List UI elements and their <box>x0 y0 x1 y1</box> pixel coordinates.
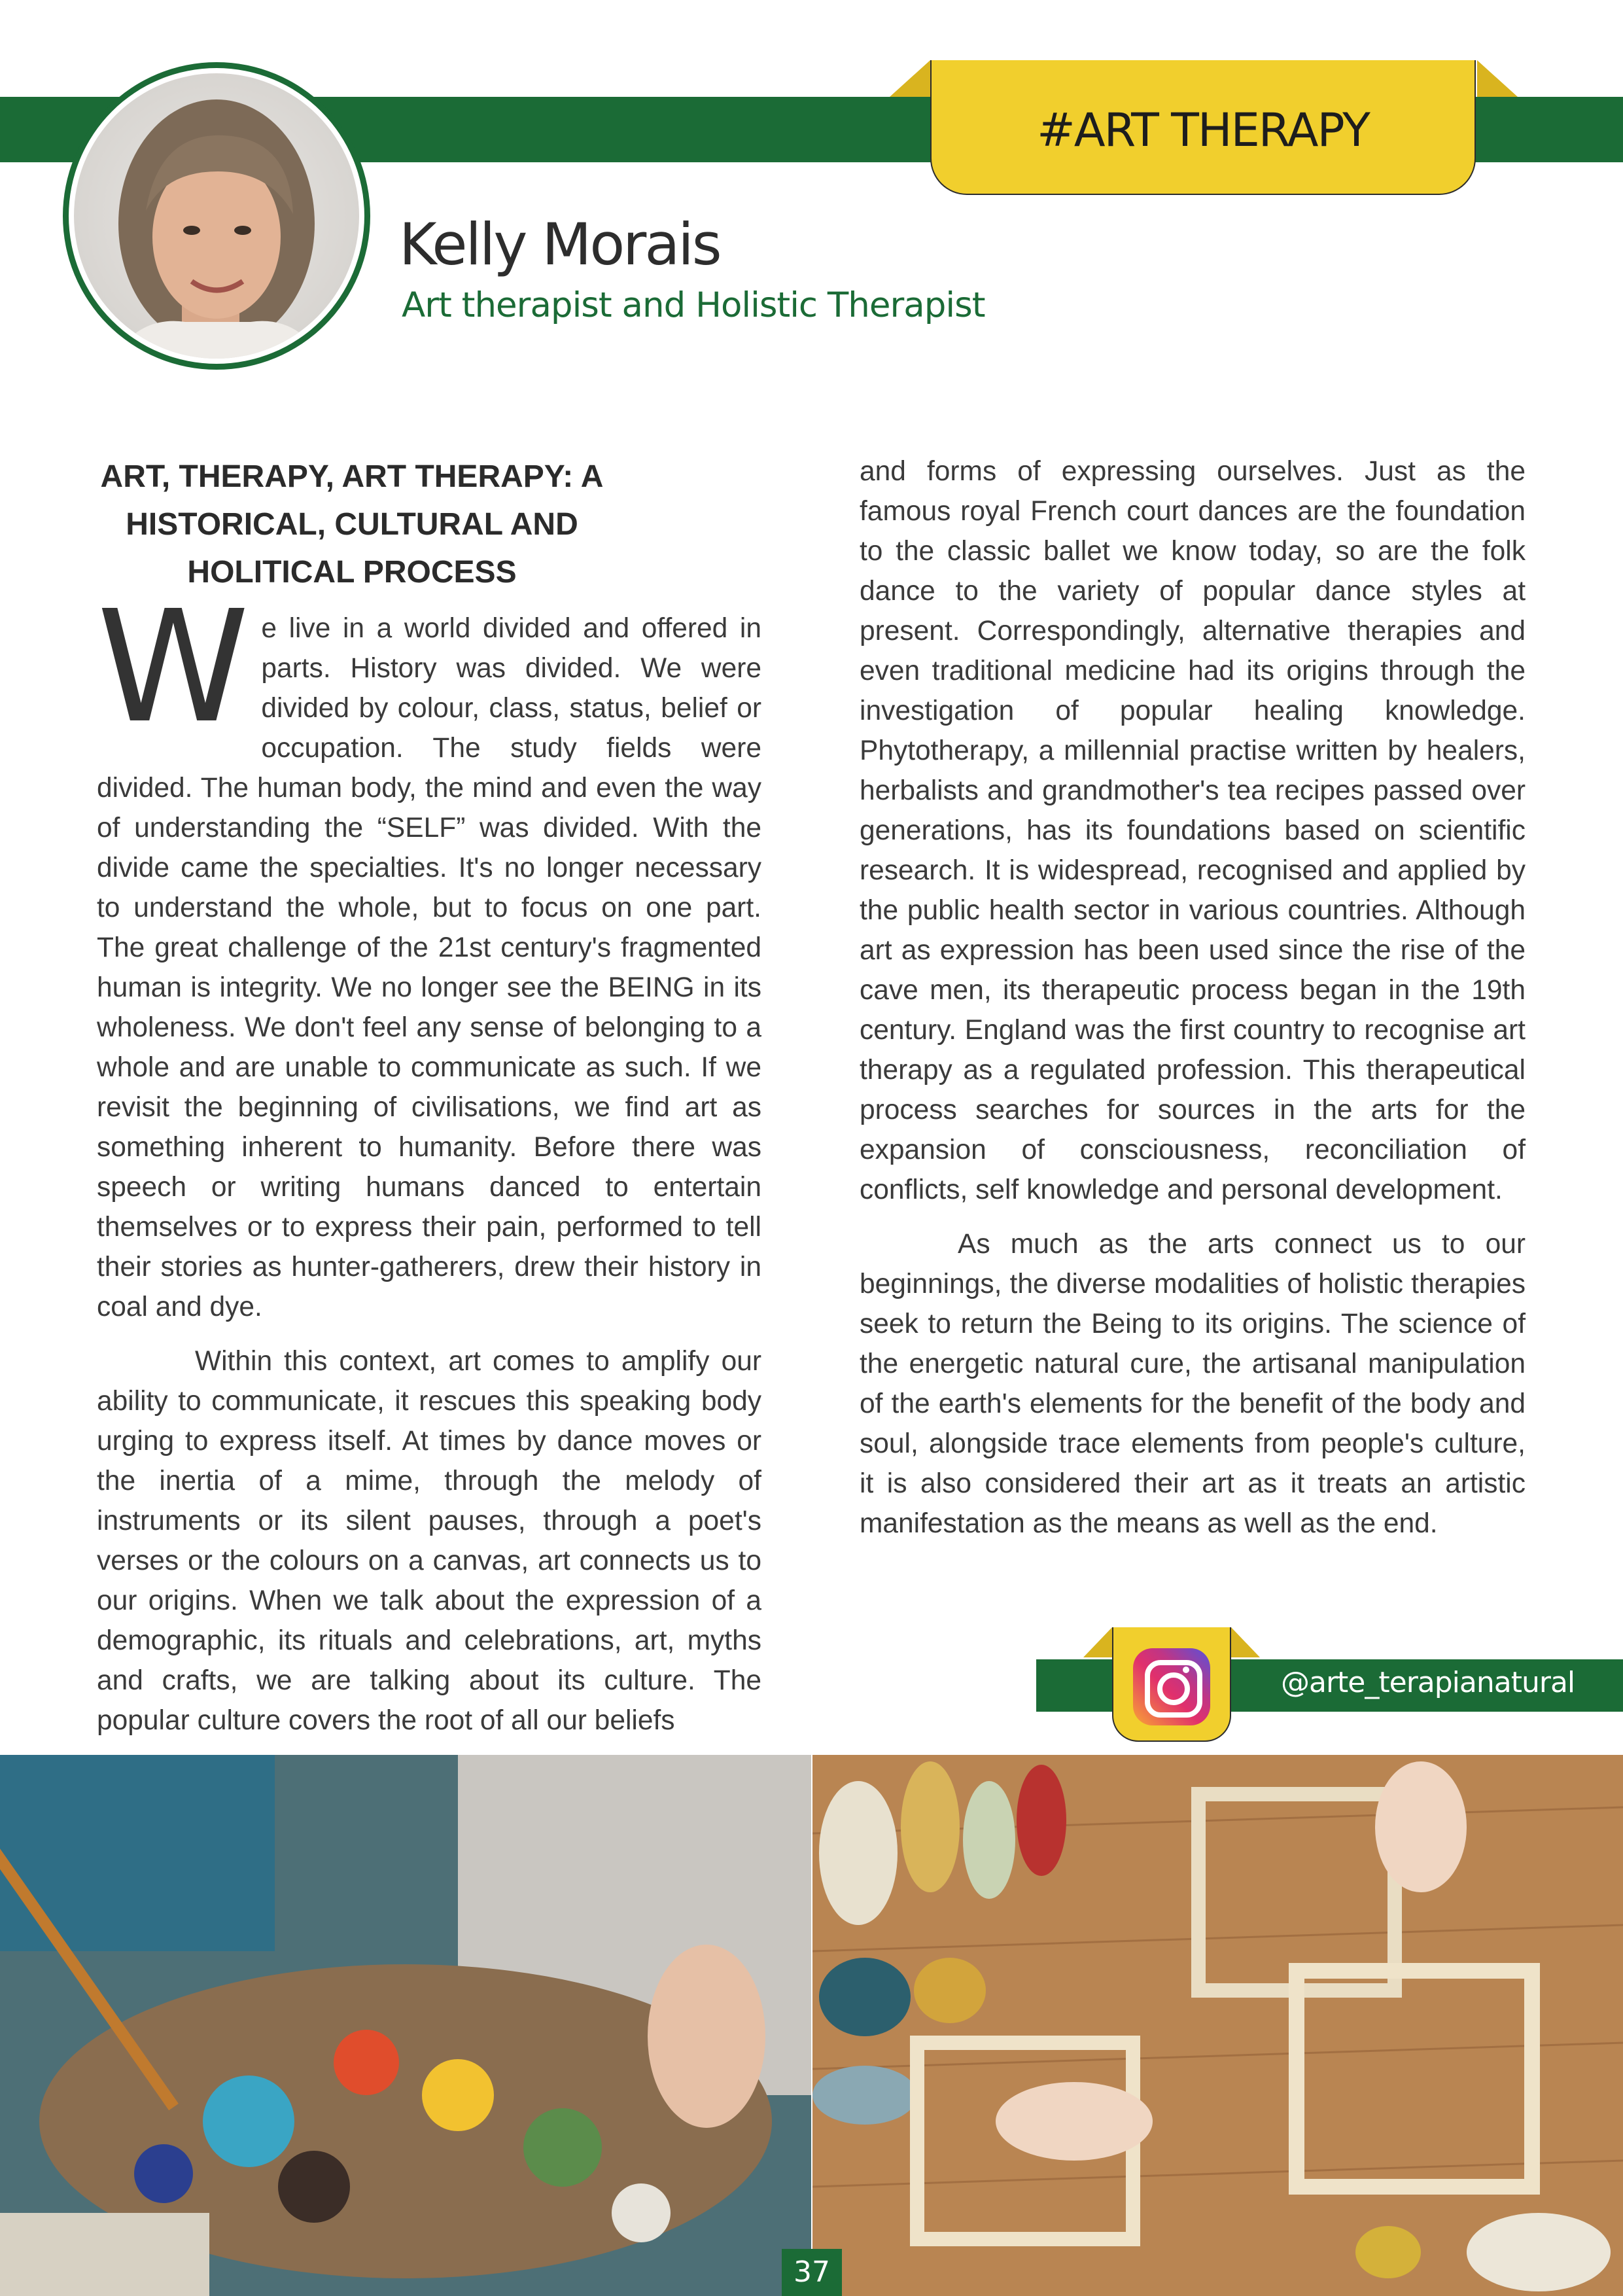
instagram-handle: @arte_terapianatural <box>1281 1666 1575 1699</box>
article-column-left <box>97 577 761 1740</box>
author-photo-illustration <box>74 73 359 359</box>
painting-palette-photo <box>0 1755 811 2296</box>
section-tag <box>890 60 1518 198</box>
section-tag-text: #ART THERAPY <box>1037 103 1369 157</box>
article-title-line: ART, THERAPY, ART THERAPY: A <box>100 459 604 494</box>
article-paragraph: and forms of expressing ourselves. Just as the famous royal French court dances are the foundation to the classic ballet we know today, so are the folk dance to the variety of popular dance styles at present. Correspondingly, alternative therapies and even traditional medicine had its origins through the investigation of popular healing knowledge. Phytotherapy, a millennial practise written by healers, herbalists and grandmother's tea recipes passed over generations, has its foundations based on scientific research. It is widespread, recognised and applied by the public health sector in various countries. Although art as expression has been used since the rise of the cave men, its therapeutic process began in the 19th century. England was the first country to recognise art therapy as a regulated profession. This therapeutical process searches for sources in the arts for the expansion of consciousness, reconciliation of conflicts, self knowledge and personal development. <box>860 456 1526 1205</box>
author-role: Art therapist and Holistic Therapist <box>402 285 985 325</box>
drop-cap: W <box>97 577 250 757</box>
social-tab <box>1112 1627 1231 1742</box>
paragraph-text: e live in a world divided and offered in parts. History was divided. We were divided by colour, class, status, belief or occupation. The study fields were divided. The human body, the mind and even the way of understanding the “SELF” was divided. With the divide came the specialties. It's no longer necessary to understand the whole, but to focus on one part. The great challenge of the 21st century's fragmented human is integrity. We no longer see the BEING in its wholeness. We don't feel any sense of belonging to a whole and are unable to communicate as such. If we revisit the beginning of civilisations, we find art as something inherent to humanity. Before there was speech or writing humans danced to entertain themselves or to express their pain, performed to tell their stories as hunter-gatherers, drew their history in coal and dye. <box>97 613 761 1322</box>
article-title-line: HISTORICAL, CULTURAL AND <box>126 507 578 542</box>
article-paragraph: As much as the arts connect us to our beginnings, the diverse modalities of holistic therapies seek to return the Being to its origins. The science of the energetic natural cure, the artisanal manipulation of the earth's elements for the benefit of the body and soul, alongside trace elements from people's culture, it is also considered their art as it treats an artistic manifestation as the means as well as the end. <box>860 1229 1526 1539</box>
article-column-right <box>860 451 1526 1544</box>
instagram-icon <box>1133 1648 1210 1725</box>
tag-ribbon-left <box>890 60 930 97</box>
tag-ribbon-right <box>1477 60 1518 97</box>
article-paragraph: Within this context, art comes to amplify our ability to communicate, it rescues this speaking body urging to express itself. At times by dance moves or the inertia of a mime, through the melody of instruments or its silent pauses, through a poet's verses or the colours on a canvas, art connects us to our origins. When we talk about the expression of a demographic, its rituals and celebrations, art, myths and crafts, we are talking about its culture. The popular culture covers the root of all our beliefs <box>97 1346 761 1736</box>
painting-palette-illustration <box>0 1755 811 2296</box>
page-number: 37 <box>782 2249 842 2296</box>
author-name: Kelly Morais <box>399 211 720 278</box>
article-paragraph <box>97 577 761 1327</box>
tag-label-box <box>930 60 1476 195</box>
weaving-loom-photo <box>812 1755 1623 2296</box>
social-tab-ribbon-left <box>1083 1627 1112 1657</box>
social-tab-ribbon-right <box>1231 1627 1260 1657</box>
weaving-loom-illustration <box>812 1755 1623 2296</box>
author-photo <box>74 73 359 359</box>
article-title <box>97 453 803 596</box>
article-title-line: HOLITICAL PROCESS <box>187 555 517 590</box>
author-portrait <box>63 62 370 370</box>
